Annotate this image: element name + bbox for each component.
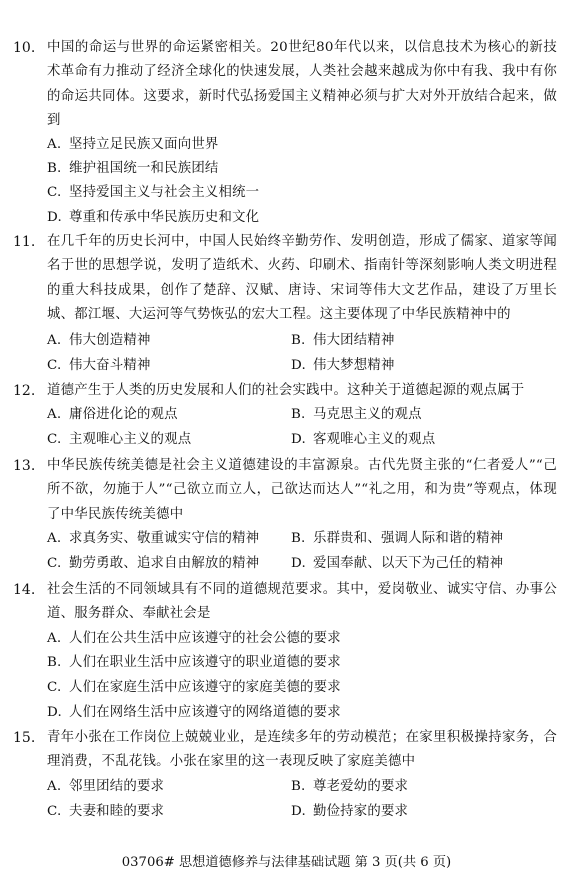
- page-footer: 03706# 思想道德修养与法律基础试题 第 3 页(共 6 页): [121, 855, 452, 870]
- option-a: A. 伟大创造精神: [47, 333, 151, 348]
- question-stem: 道德产生于人类的历史发展和人们的社会实践中。这种关于道德起源的观点属于: [47, 383, 525, 398]
- option-d: D. 勤俭持家的要求: [291, 804, 409, 819]
- option-a: A. 邻里团结的要求: [47, 779, 165, 794]
- option-b: B. 尊老爱幼的要求: [291, 779, 409, 794]
- option-d: D. 客观唯心主义的观点: [291, 432, 436, 447]
- question-stem: 社会生活的不同领域具有不同的道德规范要求。其中，爱岗敬业、诚实守信、办事公道、服务群众、奉献社会是: [47, 582, 557, 622]
- option-c: C. 坚持爱国主义与社会主义相统一: [47, 185, 260, 200]
- question-stem: 青年小张在工作岗位上兢兢业业，是连续多年的劳动模范；在家里积极操持家务，合理消费，不乱花钱。小张在家里的这一表现反映了家庭美德中: [47, 730, 557, 770]
- option-c: C. 夫妻和睦的要求: [47, 804, 165, 819]
- option-b: B. 乐群贵和、强调人际和谐的精神: [291, 531, 504, 546]
- question-number: 12.: [13, 383, 36, 399]
- option-b: B. 人们在职业生活中应该遵守的职业道德的要求: [47, 655, 341, 670]
- question-stem: 在几千年的历史长河中，中国人民始终辛勤劳作、发明创造，形成了儒家、道家等闻名于世的思想学说，发明了造纸术、火药、印刷术、指南针等深刻影响人类文明进程的重大科技成果，创作了楚辞、汉赋、唐诗、宋词等伟大文艺作品，建设了万里长城、都江堰、大运河等气势恢弘的宏大工程。这主要体现了中华民族精神中的: [47, 234, 557, 322]
- question-number: 15.: [13, 730, 36, 746]
- option-c: C. 主观唯心主义的观点: [47, 432, 192, 447]
- option-c: C. 伟大奋斗精神: [47, 358, 151, 373]
- option-b: B. 伟大团结精神: [291, 333, 395, 348]
- option-d: D. 伟大梦想精神: [291, 358, 395, 373]
- question-number: 11.: [13, 234, 36, 250]
- option-d: D. 人们在网络生活中应该遵守的网络道德的要求: [47, 705, 341, 720]
- question-number: 13.: [13, 458, 36, 474]
- option-c: C. 人们在家庭生活中应该遵守的家庭美德的要求: [47, 680, 341, 695]
- question-stem: 中华民族传统美德是社会主义道德建设的丰富源泉。古代先贤主张的“仁者爱人”“己所不欲，勿施于人”“己欲立而立人，己欲达而达人”“礼之用，和为贵”等观点，体现了中华民族传统美德中: [47, 458, 557, 522]
- question-stem: 中国的命运与世界的命运紧密相关。20世纪80年代以来，以信息技术为核心的新技术革命有力推动了经济全球化的快速发展，人类社会越来越成为你中有我、我中有你的命运共同体。这要求，新时代弘扬爱国主义精神必须与扩大对外开放结合起来，做到: [47, 40, 557, 128]
- question-number: 10.: [13, 40, 36, 56]
- option-a: A. 求真务实、敬重诚实守信的精神: [47, 531, 260, 546]
- question-number: 14.: [13, 582, 36, 598]
- option-b: B. 马克思主义的观点: [291, 407, 422, 422]
- option-b: B. 维护祖国统一和民族团结: [47, 161, 219, 176]
- option-c: C. 勤劳勇敢、追求自由解放的精神: [47, 556, 260, 571]
- option-a: A. 坚持立足民族又面向世界: [47, 137, 219, 152]
- option-a: A. 人们在公共生活中应该遵守的社会公德的要求: [47, 631, 341, 646]
- option-a: A. 庸俗进化论的观点: [47, 407, 178, 422]
- option-d: D. 爱国奉献、以天下为己任的精神: [291, 556, 504, 571]
- option-d: D. 尊重和传承中华民族历史和文化: [47, 210, 260, 225]
